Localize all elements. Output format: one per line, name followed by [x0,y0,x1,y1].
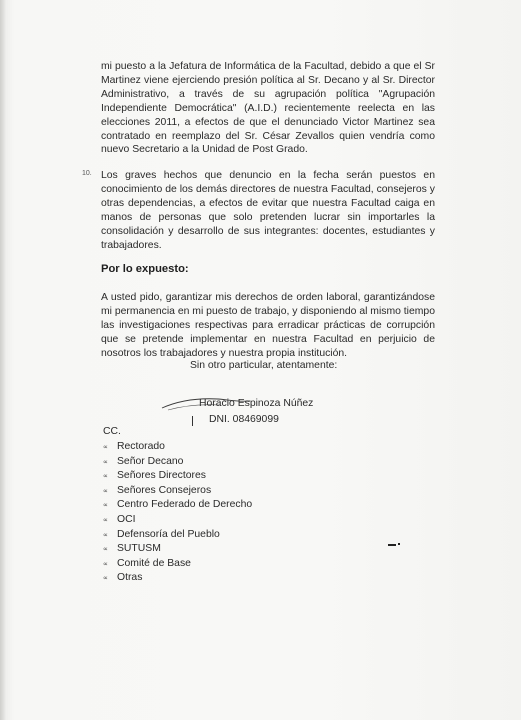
signer-dni: DNI. 08469099 [209,414,279,425]
binding-shadow [0,0,6,720]
cc-label: CC. [103,426,121,437]
cc-recipient-label: Defensoría del Pueblo [117,528,220,540]
request-paragraph: A usted pido, garantizar mis derechos de orden laboral, garantizándose mi permanencia en mi puesto de trabajo, y disponiendo al mismo tiempo las investigaciones respectivas para erradicar prácticas de corrupción que se pretende implementar en nuestra Facultad en perjuicio de nosotros los trabajadores y nuestra propia institución. [101,292,435,359]
signature-mark [192,416,193,426]
cc-recipient [103,571,252,586]
cc-recipient-label: Rectorado [117,441,165,452]
cc-recipient-label: Señores Directores [117,470,206,482]
scan-speck [388,544,396,546]
cc-recipient [103,498,252,513]
signer-name: Horacio Espinoza Núñez [199,398,314,409]
cc-recipient [103,455,252,470]
cc-recipient [103,440,252,455]
cc-recipient-label: SUTUSM [117,543,161,555]
bullet-icon: ∝ [103,458,109,466]
cc-recipient [103,484,252,499]
stamp-line [0,29,14,60]
cc-recipient-label: Señor Decano [117,455,184,467]
bullet-icon: ∝ [103,546,109,554]
bullet-icon: ∝ [103,575,109,583]
cc-recipient-label: Centro Federado de Derecho [117,499,253,511]
paragraph-continuation: mi puesto a la Jefatura de Informática de la Facultad, debido a que el Sr Martinez viene ejerciendo presión política al Sr. Decano y al Sr. Director Administrativo, a través de su agrupación política "Agrupación Independiente Democrática" (A.I.D.) recientemente reelecta en las elecciones 2011, a efectos de que el denunciado Victor Martinez sea contratado en reemplazo del Sr. César Zevallos quien vendría como nuevo Secretario a la Unidad de Post Grado. [101,61,435,156]
bullet-icon: ∝ [103,444,109,451]
bullet-icon: ∝ [103,516,109,524]
scan-speck [398,543,400,545]
cc-recipient [103,469,252,484]
signature-block [160,388,360,438]
cc-recipient [103,557,252,572]
cc-list [103,440,252,586]
cc-recipient [103,513,252,528]
section-heading: Por lo expuesto: [101,263,189,275]
bullet-icon: ∝ [103,473,109,481]
bullet-icon: ∝ [103,502,109,510]
bullet-icon: ∝ [103,487,109,495]
paragraph-item-10: Los graves hechos que denuncio en la fecha serán puestos en conocimiento de los demás directores de nuestra Facultad, consejeros y otras dependencias, a efectos de evitar que nuestra Facultad caiga en manos de personas que solo pretenden lucrar sin importarles la consolidación y desarrollo de sus integrantes: docentes, estudiantes y trabajadores. [101,170,435,251]
cc-recipient-label: Otras [117,572,143,584]
item-number: 10. [82,170,92,177]
bullet-icon: ∝ [103,560,109,568]
cc-recipient-label: Comité de Base [117,557,191,569]
closing-line: Sin otro particular, atentamente: [190,360,338,371]
cc-recipient-label: OCI [117,513,136,525]
cc-recipient [103,542,252,557]
cc-recipient [103,528,252,543]
bullet-icon: ∝ [103,531,109,539]
cc-recipient-label: Señores Consejeros [117,484,212,496]
